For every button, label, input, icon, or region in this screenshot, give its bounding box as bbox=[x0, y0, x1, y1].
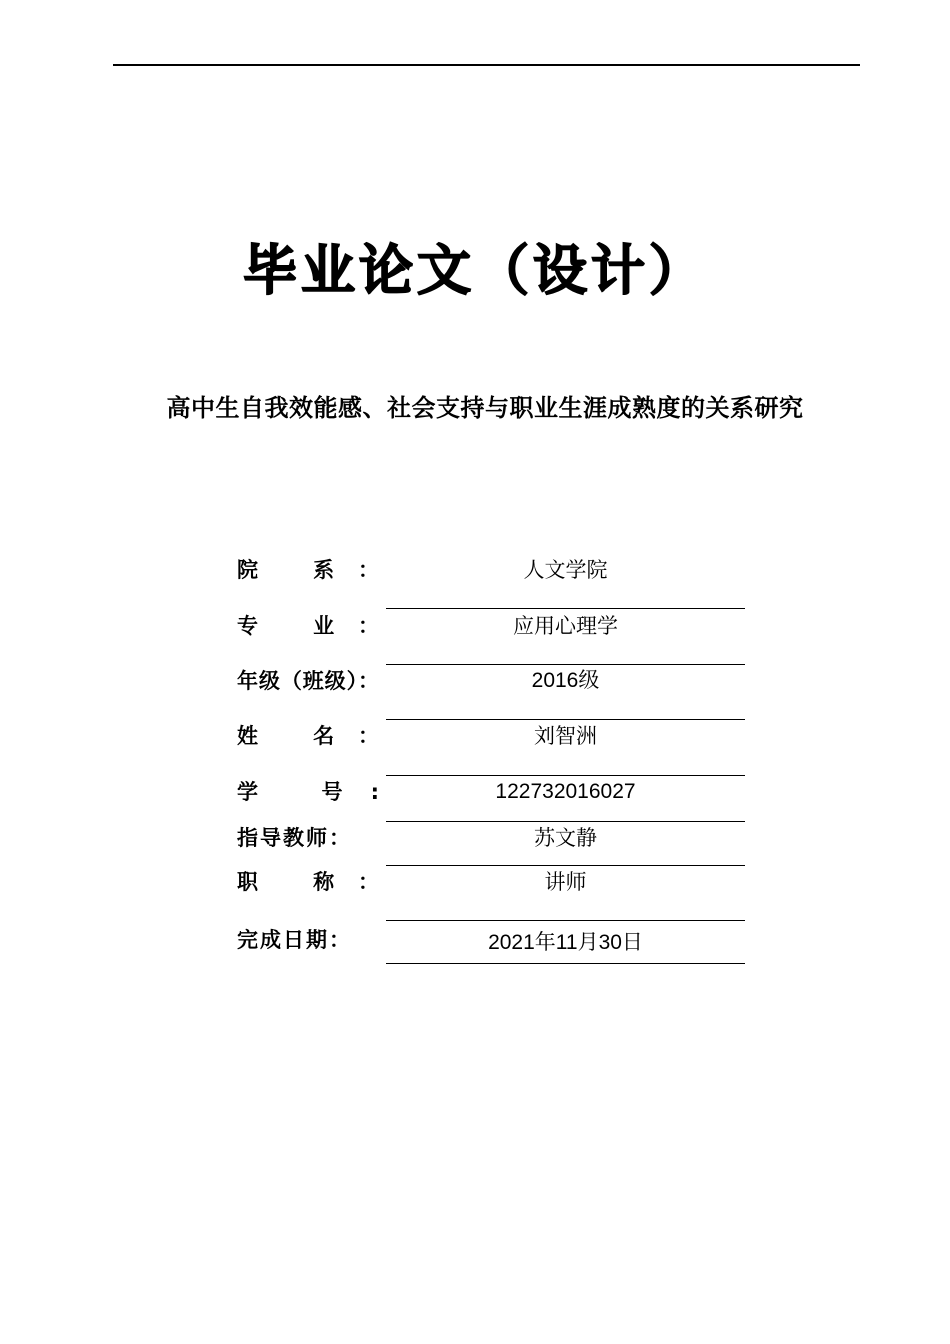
header-rule bbox=[113, 64, 860, 66]
underline-major bbox=[386, 664, 745, 665]
value-completion-date: 2021年11月30日 bbox=[488, 931, 643, 954]
value-student-id: 122732016027 bbox=[495, 780, 636, 803]
underline-completion-date bbox=[386, 963, 745, 964]
underline-title-rank bbox=[386, 920, 745, 921]
underline-grade-class bbox=[386, 719, 745, 720]
value-major: 应用心理学 bbox=[513, 614, 618, 638]
value-title-rank: 讲师 bbox=[544, 870, 587, 894]
thesis-title: 高中生自我效能感、社会支持与职业生涯成熟度的关系研究 bbox=[166, 394, 804, 422]
label-name: 姓 名： bbox=[237, 724, 379, 748]
underline-name bbox=[386, 775, 745, 776]
label-advisor: 指导教师： bbox=[237, 826, 352, 850]
value-grade-class: 2016级 bbox=[531, 669, 600, 692]
label-department: 院 系： bbox=[237, 558, 379, 582]
underline-department bbox=[386, 608, 745, 609]
label-student-id: 学 号: bbox=[237, 780, 379, 804]
underline-student-id bbox=[386, 821, 745, 822]
value-advisor: 苏文静 bbox=[534, 826, 597, 850]
label-grade-class: 年级（班级）： bbox=[237, 669, 379, 693]
value-department: 人文学院 bbox=[523, 558, 608, 582]
underline-advisor bbox=[386, 865, 745, 866]
main-title: 毕业论文（设计） bbox=[243, 239, 707, 302]
label-completion-date: 完成日期： bbox=[237, 928, 352, 952]
label-major: 专 业： bbox=[237, 614, 379, 638]
value-name: 刘智洲 bbox=[534, 724, 597, 748]
label-title-rank: 职 称： bbox=[237, 870, 379, 894]
